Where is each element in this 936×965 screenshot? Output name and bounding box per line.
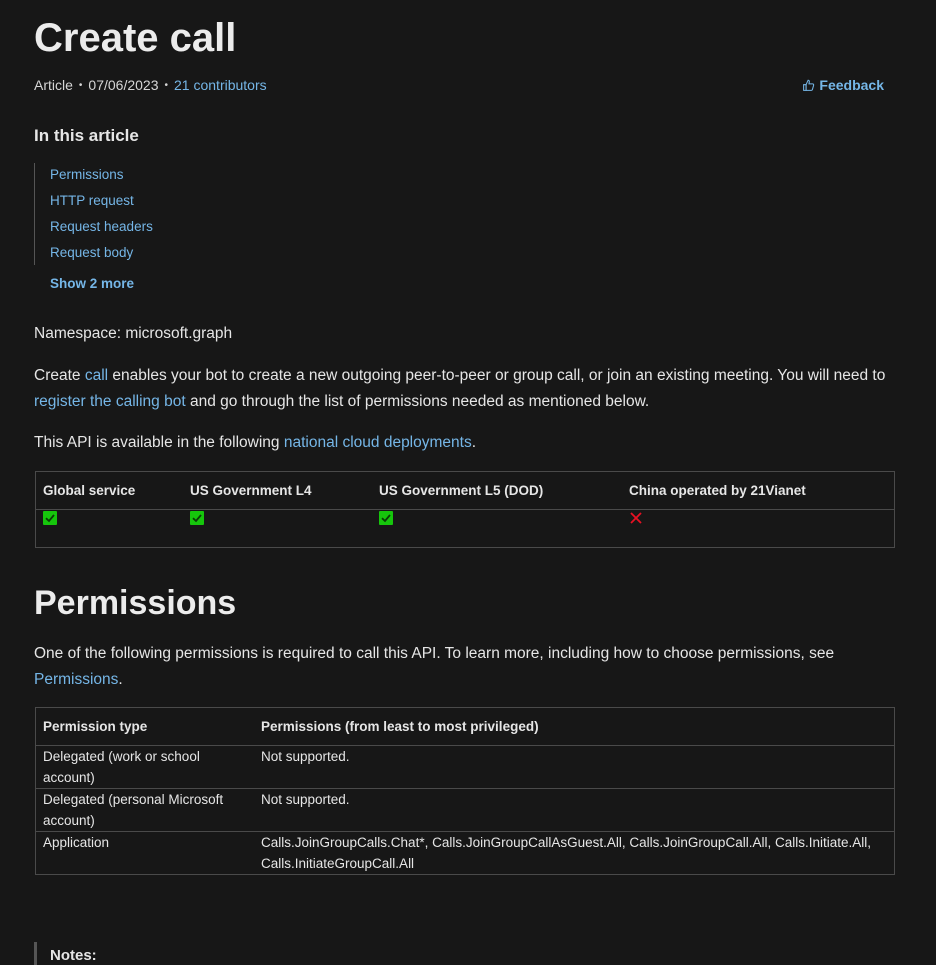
availability-text-1: This API is available in the following [34, 434, 284, 451]
article-type: Article [34, 77, 73, 93]
intro-paragraph [34, 363, 894, 415]
table-row [35, 832, 895, 875]
permissions-table [35, 707, 895, 875]
permissions-cell: Not supported. [253, 789, 895, 832]
table-header-row [35, 708, 895, 746]
toc-item-request-headers[interactable]: Request headers [50, 219, 153, 234]
table-header-row [35, 472, 895, 510]
column-header: Permissions (from least to most privileged) [253, 708, 895, 746]
permissions-heading: Permissions [34, 584, 237, 622]
column-header: US Government L5 (DOD) [371, 472, 621, 510]
availability-paragraph [34, 430, 894, 456]
permission-type-cell: Delegated (personal Microsoft account) [35, 789, 253, 832]
cloud-availability-table [35, 471, 895, 548]
permissions-intro-paragraph [34, 641, 894, 693]
article-date: 07/06/2023 [88, 77, 159, 93]
notes-heading: Notes: [50, 947, 97, 964]
call-link[interactable]: call [84, 367, 109, 384]
table-row [35, 510, 895, 548]
feedback-button[interactable] [802, 77, 884, 93]
namespace-text: Namespace: microsoft.graph [34, 325, 233, 342]
show-more-button[interactable]: Show 2 more [50, 276, 135, 291]
check-icon [190, 511, 204, 525]
intro-text-1: Create [34, 367, 85, 384]
permission-type-cell: Application [35, 832, 253, 875]
contributors-link[interactable]: 21 contributors [174, 77, 267, 93]
page-title: Create call [34, 16, 237, 60]
permissions-intro-text-2: . [118, 671, 123, 688]
separator-dot: • [78, 79, 83, 91]
feedback-label: Feedback [819, 77, 884, 93]
table-cell [371, 510, 621, 548]
column-header: Permission type [35, 708, 253, 746]
permissions-cell: Calls.JoinGroupCalls.Chat*, Calls.JoinGroupCallAsGuest.All, Calls.JoinGroupCall.All, Calls.Initiate.All, Calls.InitiateGroupCall.All [253, 832, 895, 875]
national-cloud-link[interactable]: national cloud deployments [283, 434, 472, 451]
table-of-contents [34, 163, 153, 265]
intro-text-2: enables your bot to create a new outgoing peer-to-peer or group call, or join an existing meeting. You will need to [108, 367, 886, 384]
availability-text-2: . [471, 434, 477, 451]
separator-dot: • [164, 79, 169, 91]
table-cell [35, 510, 182, 548]
article-meta [34, 77, 267, 93]
toc-item-request-body[interactable]: Request body [50, 245, 134, 260]
toc-heading: In this article [34, 126, 139, 145]
register-bot-link[interactable]: register the calling bot [34, 393, 186, 410]
table-cell [621, 510, 895, 548]
notes-callout [34, 942, 97, 965]
permissions-link[interactable]: Permissions [34, 671, 119, 688]
toc-item-permissions[interactable]: Permissions [50, 167, 124, 182]
check-icon [43, 511, 57, 525]
column-header: Global service [35, 472, 182, 510]
column-header: US Government L4 [182, 472, 371, 510]
permission-type-cell: Delegated (work or school account) [35, 746, 253, 789]
table-cell [182, 510, 371, 548]
table-row [35, 789, 895, 832]
toc-item-http-request[interactable]: HTTP request [50, 193, 134, 208]
intro-text-3: and go through the list of permissions needed as mentioned below. [185, 393, 650, 410]
column-header: China operated by 21Vianet [621, 472, 895, 510]
table-row [35, 746, 895, 789]
cross-icon [629, 511, 643, 525]
check-icon [379, 511, 393, 525]
thumbs-up-icon [802, 79, 815, 92]
permissions-cell: Not supported. [253, 746, 895, 789]
permissions-intro-text-1: One of the following permissions is required to call this API. To learn more, including how to choose permissions, see [34, 645, 835, 662]
